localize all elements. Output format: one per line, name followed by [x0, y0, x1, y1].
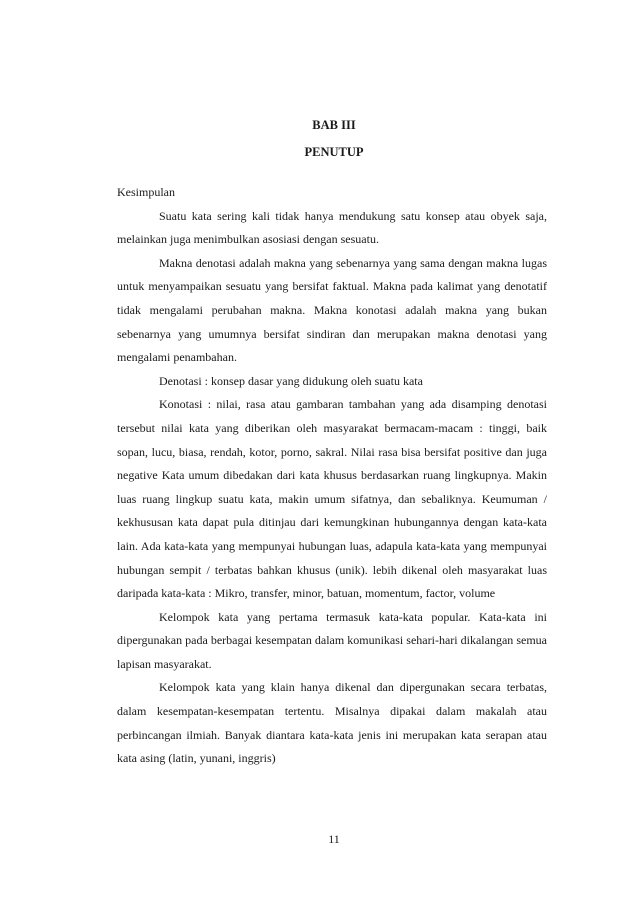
paragraph: Kelompok kata yang pertama termasuk kata-kata popular. Kata-kata ini dipergunakan pada berbagai kesempatan dalam komunikasi sehari-hari dikalangan semua lapisan masyarakat. [117, 609, 547, 671]
body-text [117, 181, 547, 771]
chapter-number: BAB III [312, 118, 356, 132]
chapter-title: PENUTUP [304, 145, 364, 159]
page-number: 11 [328, 832, 340, 846]
paragraph: Denotasi : konsep dasar yang didukung oleh suatu kata [159, 373, 423, 388]
section-title: Kesimpulan [117, 185, 175, 199]
paragraph: Konotasi : nilai, rasa atau gambaran tambahan yang ada disamping denotasi tersebut nilai kata yang diberikan oleh masyarakat bermacam-macam : tinggi, baik sopan, lucu, biasa, rendah, kotor, porno, sakral. Nilai rasa bisa bersifat positive dan juga negative Kata umum dibedakan dari kata khusus berdasarkan ruang lingkupnya. Makin luas ruang lingkup suatu kata, makin umum sifatnya, dan sebaliknya. Keumuman / kekhususan kata dapat pula ditinjau dari kemungkinan hubungannya dengan kata-kata lain. Ada kata-kata yang mempunyai hubungan luas, adapula kata-kata yang mempunyai hubungan sempit / terbatas bahkan khusus (unik). lebih dikenal oleh masyarakat luas daripada kata-kata : Mikro, transfer, minor, batuan, momentum, factor, volume [117, 397, 547, 601]
paragraph: Suatu kata sering kali tidak hanya mendukung satu konsep atau obyek saja, melainkan juga menimbulkan asosiasi dengan sesuatu. [117, 208, 547, 247]
paragraph: Makna denotasi adalah makna yang sebenarnya yang sama dengan makna lugas untuk menyampaikan sesuatu yang bersifat faktual. Makna pada kalimat yang denotatif tidak mengalami perubahan makna. Makna konotasi adalah makna yang bukan sebenarnya yang umumnya bersifat sindiran dan merupakan makna denotasi yang mengalami penambahan. [117, 255, 547, 365]
paragraph: Kelompok kata yang klain hanya dikenal dan dipergunakan secara terbatas, dalam kesempatan-kesempatan tertentu. Misalnya dipakai dalam makalah atau perbincangan ilmiah. Banyak diantara kata-kata jenis ini merupakan kata serapan atau kata asing (latin, yunani, inggris) [117, 680, 547, 766]
